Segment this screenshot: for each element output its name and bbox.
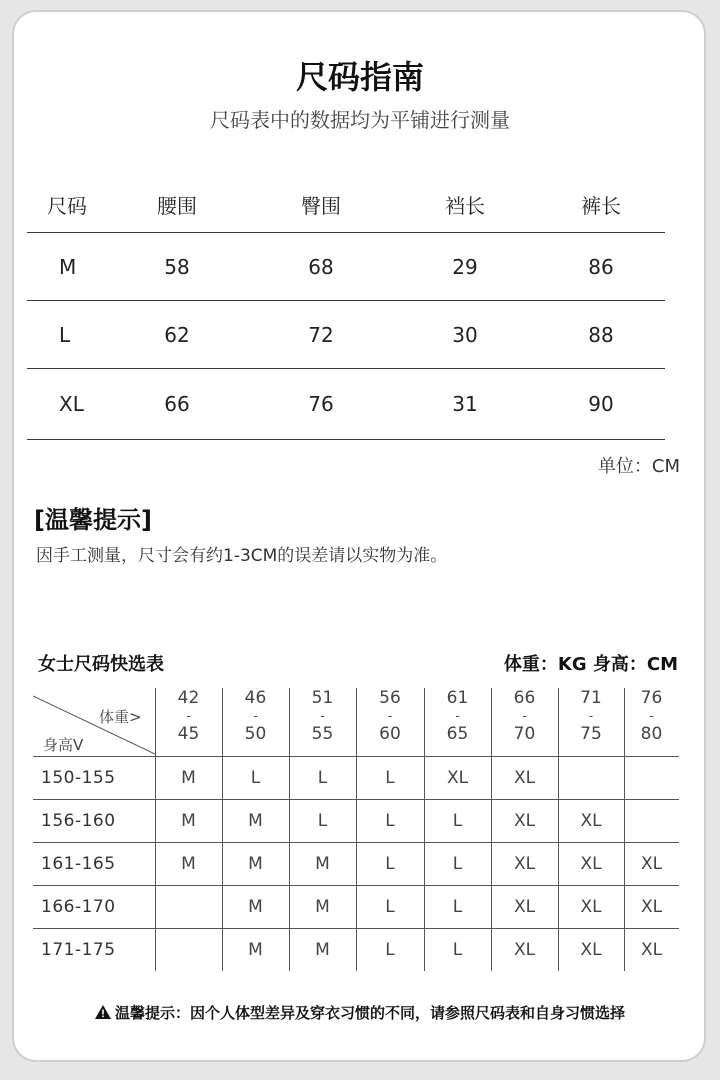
weight-high: 60 bbox=[379, 724, 401, 744]
size-recommendation-cell: XL bbox=[446, 768, 469, 788]
corner-height-label: 身高V bbox=[43, 736, 84, 754]
weight-range-header bbox=[424, 688, 491, 756]
length-cell: 88 bbox=[588, 322, 614, 347]
weight-range-header bbox=[222, 688, 289, 756]
size-recommendation-cell: XL bbox=[513, 897, 536, 917]
weight-separator: - bbox=[588, 709, 594, 723]
page-title: 尺码指南 bbox=[295, 58, 424, 96]
height-range-cell: 171-175 bbox=[41, 940, 116, 960]
grid-hline bbox=[33, 756, 679, 757]
height-range-cell: 161-165 bbox=[41, 854, 116, 874]
quick-select-title: 女士尺码快选表 bbox=[38, 654, 164, 675]
weight-range-header bbox=[491, 688, 558, 756]
weight-separator: - bbox=[186, 709, 191, 723]
weight-separator: - bbox=[320, 709, 325, 723]
hip-cell: 72 bbox=[308, 322, 334, 347]
height-range-cell: 156-160 bbox=[41, 811, 116, 831]
table-row bbox=[27, 368, 665, 440]
weight-low: 61 bbox=[446, 688, 469, 708]
size-table bbox=[27, 176, 665, 440]
waist-cell: 62 bbox=[164, 322, 190, 347]
size-recommendation-cell: XL bbox=[580, 897, 602, 917]
grid-hline bbox=[33, 928, 679, 929]
column-header-hip: 臀围 bbox=[301, 193, 341, 218]
size-recommendation-cell: L bbox=[452, 811, 463, 831]
weight-high: 65 bbox=[446, 724, 469, 744]
size-recommendation-cell: XL bbox=[513, 768, 536, 788]
length-cell: 90 bbox=[588, 392, 614, 416]
weight-low: 46 bbox=[244, 688, 267, 708]
weight-range-header bbox=[624, 688, 679, 756]
column-header-length: 裤长 bbox=[581, 193, 621, 218]
size-recommendation-cell: M bbox=[181, 854, 196, 874]
size-recommendation-cell: M bbox=[248, 811, 263, 831]
weight-separator: - bbox=[455, 709, 460, 723]
rise-cell: 31 bbox=[452, 392, 478, 416]
size-recommendation-cell: L bbox=[385, 897, 395, 917]
grid-hline bbox=[33, 799, 679, 800]
weight-separator: - bbox=[649, 709, 654, 723]
tip-heading: [温馨提示] bbox=[34, 506, 152, 534]
size-recommendation-cell: XL bbox=[513, 811, 536, 831]
weight-low: 71 bbox=[580, 688, 602, 708]
unit-label: 单位：CM bbox=[597, 456, 680, 477]
height-range-cell: 150-155 bbox=[41, 768, 116, 788]
weight-high: 80 bbox=[640, 724, 663, 744]
weight-range-header bbox=[289, 688, 356, 756]
size-recommendation-cell: L bbox=[385, 940, 395, 960]
table-row bbox=[27, 300, 665, 368]
size-recommendation-cell: L bbox=[385, 854, 395, 874]
weight-high: 45 bbox=[177, 724, 200, 744]
weight-range-header bbox=[356, 688, 424, 756]
quick-select-units: 体重：KG 身高：CM bbox=[503, 654, 678, 675]
size-recommendation-cell: XL bbox=[640, 940, 663, 960]
page-subtitle: 尺码表中的数据均为平铺进行测量 bbox=[210, 108, 510, 132]
column-header-rise: 裆长 bbox=[445, 193, 485, 218]
weight-separator: - bbox=[253, 709, 258, 723]
size-recommendation-cell: M bbox=[248, 940, 263, 960]
weight-high: 55 bbox=[311, 724, 334, 744]
rise-cell: 30 bbox=[452, 322, 478, 347]
weight-low: 66 bbox=[513, 688, 536, 708]
weight-high: 75 bbox=[580, 724, 602, 744]
size-recommendation-cell: XL bbox=[513, 854, 536, 874]
size-recommendation-cell: XL bbox=[640, 897, 663, 917]
size-recommendation-cell: M bbox=[315, 897, 330, 917]
rise-cell: 29 bbox=[452, 254, 478, 279]
size-recommendation-cell: L bbox=[385, 811, 395, 831]
size-recommendation-cell: M bbox=[315, 940, 330, 960]
size-table-header bbox=[27, 176, 665, 232]
size-cell: XL bbox=[59, 392, 84, 416]
weight-range-header bbox=[558, 688, 624, 756]
size-recommendation-cell: XL bbox=[580, 811, 602, 831]
size-cell: M bbox=[59, 254, 77, 279]
quick-select-grid bbox=[33, 688, 679, 970]
weight-separator: - bbox=[522, 709, 527, 723]
weight-low: 56 bbox=[379, 688, 401, 708]
grid-hline bbox=[33, 885, 679, 886]
size-recommendation-cell: M bbox=[181, 768, 196, 788]
tip-text: 因手工测量，尺寸会有约1-3CM的误差请以实物为准。 bbox=[36, 546, 448, 566]
column-header-waist: 腰围 bbox=[157, 193, 197, 218]
hip-cell: 76 bbox=[308, 392, 334, 416]
length-cell: 86 bbox=[588, 254, 614, 279]
size-recommendation-cell: XL bbox=[640, 854, 663, 874]
height-range-cell: 166-170 bbox=[41, 897, 116, 917]
size-recommendation-cell: L bbox=[452, 940, 463, 960]
warning-triangle-icon bbox=[95, 1004, 111, 1022]
column-header-size: 尺码 bbox=[47, 193, 87, 218]
size-recommendation-cell: L bbox=[250, 768, 261, 788]
corner-weight-label: 体重> bbox=[99, 708, 142, 726]
weight-range-header bbox=[155, 688, 222, 756]
size-recommendation-cell: L bbox=[317, 768, 328, 788]
footer-text: 温馨提示：因个人体型差异及穿衣习惯的不同，请参照尺码表和自身习惯选择 bbox=[114, 1004, 625, 1022]
weight-high: 50 bbox=[244, 724, 267, 744]
size-recommendation-cell: XL bbox=[513, 940, 536, 960]
grid-hline bbox=[33, 842, 679, 843]
size-recommendation-cell: L bbox=[385, 768, 395, 788]
weight-low: 42 bbox=[177, 688, 200, 708]
weight-low: 51 bbox=[311, 688, 334, 708]
size-recommendation-cell: L bbox=[452, 854, 463, 874]
waist-cell: 66 bbox=[164, 392, 190, 416]
weight-separator: - bbox=[387, 709, 393, 723]
table-row bbox=[27, 232, 665, 300]
size-recommendation-cell: L bbox=[452, 897, 463, 917]
size-cell: L bbox=[59, 322, 71, 347]
size-recommendation-cell: M bbox=[248, 897, 263, 917]
size-recommendation-cell: XL bbox=[580, 940, 602, 960]
size-recommendation-cell: XL bbox=[580, 854, 602, 874]
hip-cell: 68 bbox=[308, 254, 334, 279]
size-recommendation-cell: L bbox=[317, 811, 328, 831]
footer-note bbox=[0, 1002, 720, 1023]
weight-high: 70 bbox=[513, 724, 536, 744]
size-recommendation-cell: M bbox=[181, 811, 196, 831]
size-recommendation-cell: M bbox=[248, 854, 263, 874]
weight-low: 76 bbox=[640, 688, 663, 708]
waist-cell: 58 bbox=[164, 254, 190, 279]
size-recommendation-cell: M bbox=[315, 854, 330, 874]
